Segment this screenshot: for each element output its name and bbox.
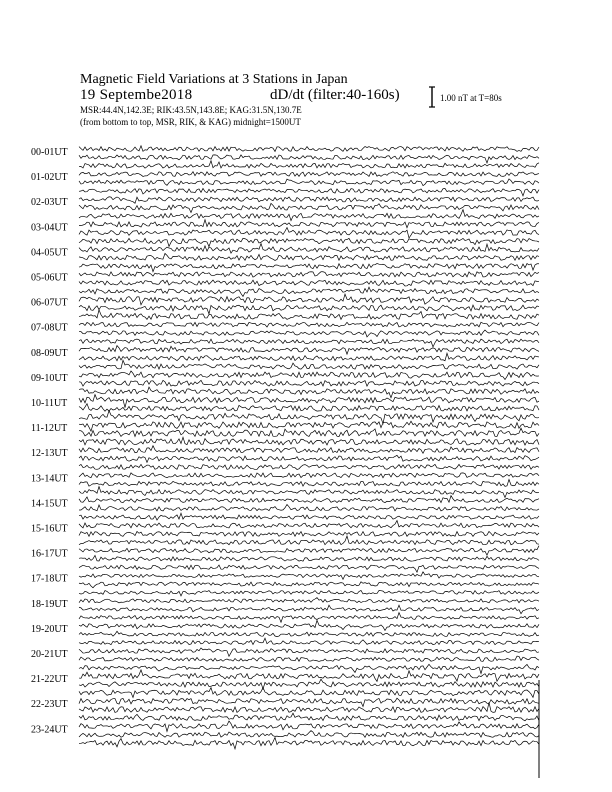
station-trace [79, 404, 539, 412]
station-trace [79, 670, 539, 681]
hour-label: 16-17UT [31, 548, 68, 560]
station-trace [79, 598, 539, 603]
station-trace [79, 648, 539, 656]
trace-order-note: (from bottom to top, MSR, RIK, & KAG) midnight=1500UT [80, 117, 301, 127]
station-trace [79, 244, 539, 254]
station-trace [79, 203, 539, 212]
hour-label: 02-03UT [31, 197, 68, 209]
station-trace [79, 280, 539, 286]
station-trace [79, 172, 539, 177]
station-trace [79, 504, 539, 511]
station-trace [79, 353, 539, 360]
station-trace [79, 605, 539, 614]
station-trace [79, 146, 539, 152]
station-trace [79, 360, 539, 369]
station-trace [79, 428, 539, 436]
station-trace [79, 421, 539, 431]
hour-label: 10-11UT [31, 398, 68, 409]
station-trace [79, 272, 539, 277]
hour-label: 14-15UT [31, 498, 68, 510]
station-trace [79, 565, 539, 572]
station-trace [79, 631, 539, 636]
station-trace [79, 387, 539, 398]
station-trace [79, 346, 539, 355]
hour-label: 23-24UT [31, 724, 68, 736]
hour-label: 00-01UT [31, 147, 68, 158]
station-trace [79, 455, 539, 462]
scale-bar [429, 87, 435, 107]
hour-label: 17-18UT [31, 573, 68, 585]
hour-label: 08-09UT [31, 347, 68, 359]
station-trace [79, 638, 539, 644]
station-trace [79, 464, 539, 469]
station-trace [79, 738, 539, 749]
station-coordinates: MSR:44.4N,142.3E; RIK:43.5N,143.8E; KAG:31.5N,130.7E [80, 105, 302, 115]
station-trace [79, 572, 539, 580]
station-trace [79, 688, 539, 698]
station-trace [79, 521, 539, 528]
station-trace [79, 513, 539, 520]
station-trace [79, 188, 539, 195]
hour-label: 09-10UT [31, 372, 68, 384]
station-trace [79, 679, 539, 689]
hour-label: 20-21UT [31, 649, 68, 660]
station-trace [79, 264, 539, 272]
station-trace [79, 613, 539, 623]
station-trace [79, 155, 539, 163]
station-trace [79, 395, 539, 408]
hour-label: 06-07UT [31, 297, 68, 309]
station-trace [79, 536, 539, 545]
station-trace [79, 446, 539, 454]
station-trace [79, 294, 539, 305]
station-trace [79, 253, 539, 260]
station-trace [79, 664, 539, 673]
hour-label: 01-02UT [31, 172, 68, 184]
station-trace [79, 496, 539, 503]
station-trace [79, 731, 539, 738]
hour-label: 19-20UT [31, 623, 68, 635]
station-trace [79, 620, 539, 630]
hour-label: 12-13UT [31, 448, 68, 460]
station-trace [79, 473, 539, 478]
station-trace [79, 590, 539, 595]
hour-label: 21-22UT [31, 674, 68, 686]
hour-label: 22-23UT [31, 699, 68, 711]
station-trace [79, 339, 539, 347]
station-trace [79, 179, 539, 186]
chart-title: Magnetic Field Variations at 3 Stations in Japan [80, 72, 348, 87]
station-trace [79, 220, 539, 228]
hour-label: 15-16UT [31, 523, 68, 535]
station-trace [79, 702, 539, 712]
station-trace [79, 721, 539, 731]
station-trace [79, 555, 539, 561]
station-trace [79, 210, 539, 221]
station-trace [79, 371, 539, 380]
station-trace [79, 197, 539, 203]
station-trace [79, 582, 539, 588]
station-trace [79, 437, 539, 445]
station-trace [79, 161, 539, 168]
station-trace [79, 238, 539, 246]
station-trace [79, 228, 539, 238]
hour-label: 11-12UT [31, 423, 68, 435]
station-trace [79, 486, 539, 497]
station-trace [79, 380, 539, 386]
hour-label: 13-14UT [31, 473, 68, 485]
station-trace [79, 546, 539, 555]
chart-quantity: dD/dt (filter:40-160s) [270, 87, 400, 103]
scale-label: 1.00 nT at T=80s [440, 93, 502, 103]
station-trace [79, 305, 539, 314]
station-trace [79, 287, 539, 296]
station-trace [79, 411, 539, 424]
hour-label: 03-04UT [31, 222, 68, 234]
station-trace [79, 698, 539, 706]
station-trace [79, 713, 539, 721]
station-trace [79, 310, 539, 320]
station-trace [79, 330, 539, 337]
hour-label: 05-06UT [31, 272, 68, 284]
station-trace [79, 656, 539, 661]
hour-label: 18-19UT [31, 598, 68, 610]
station-trace [79, 322, 539, 327]
station-trace [79, 531, 539, 536]
hour-label: 04-05UT [31, 247, 68, 259]
station-trace [79, 479, 539, 486]
chart-date: 19 Septembe2018 [80, 87, 193, 103]
hour-label: 07-08UT [31, 322, 68, 334]
